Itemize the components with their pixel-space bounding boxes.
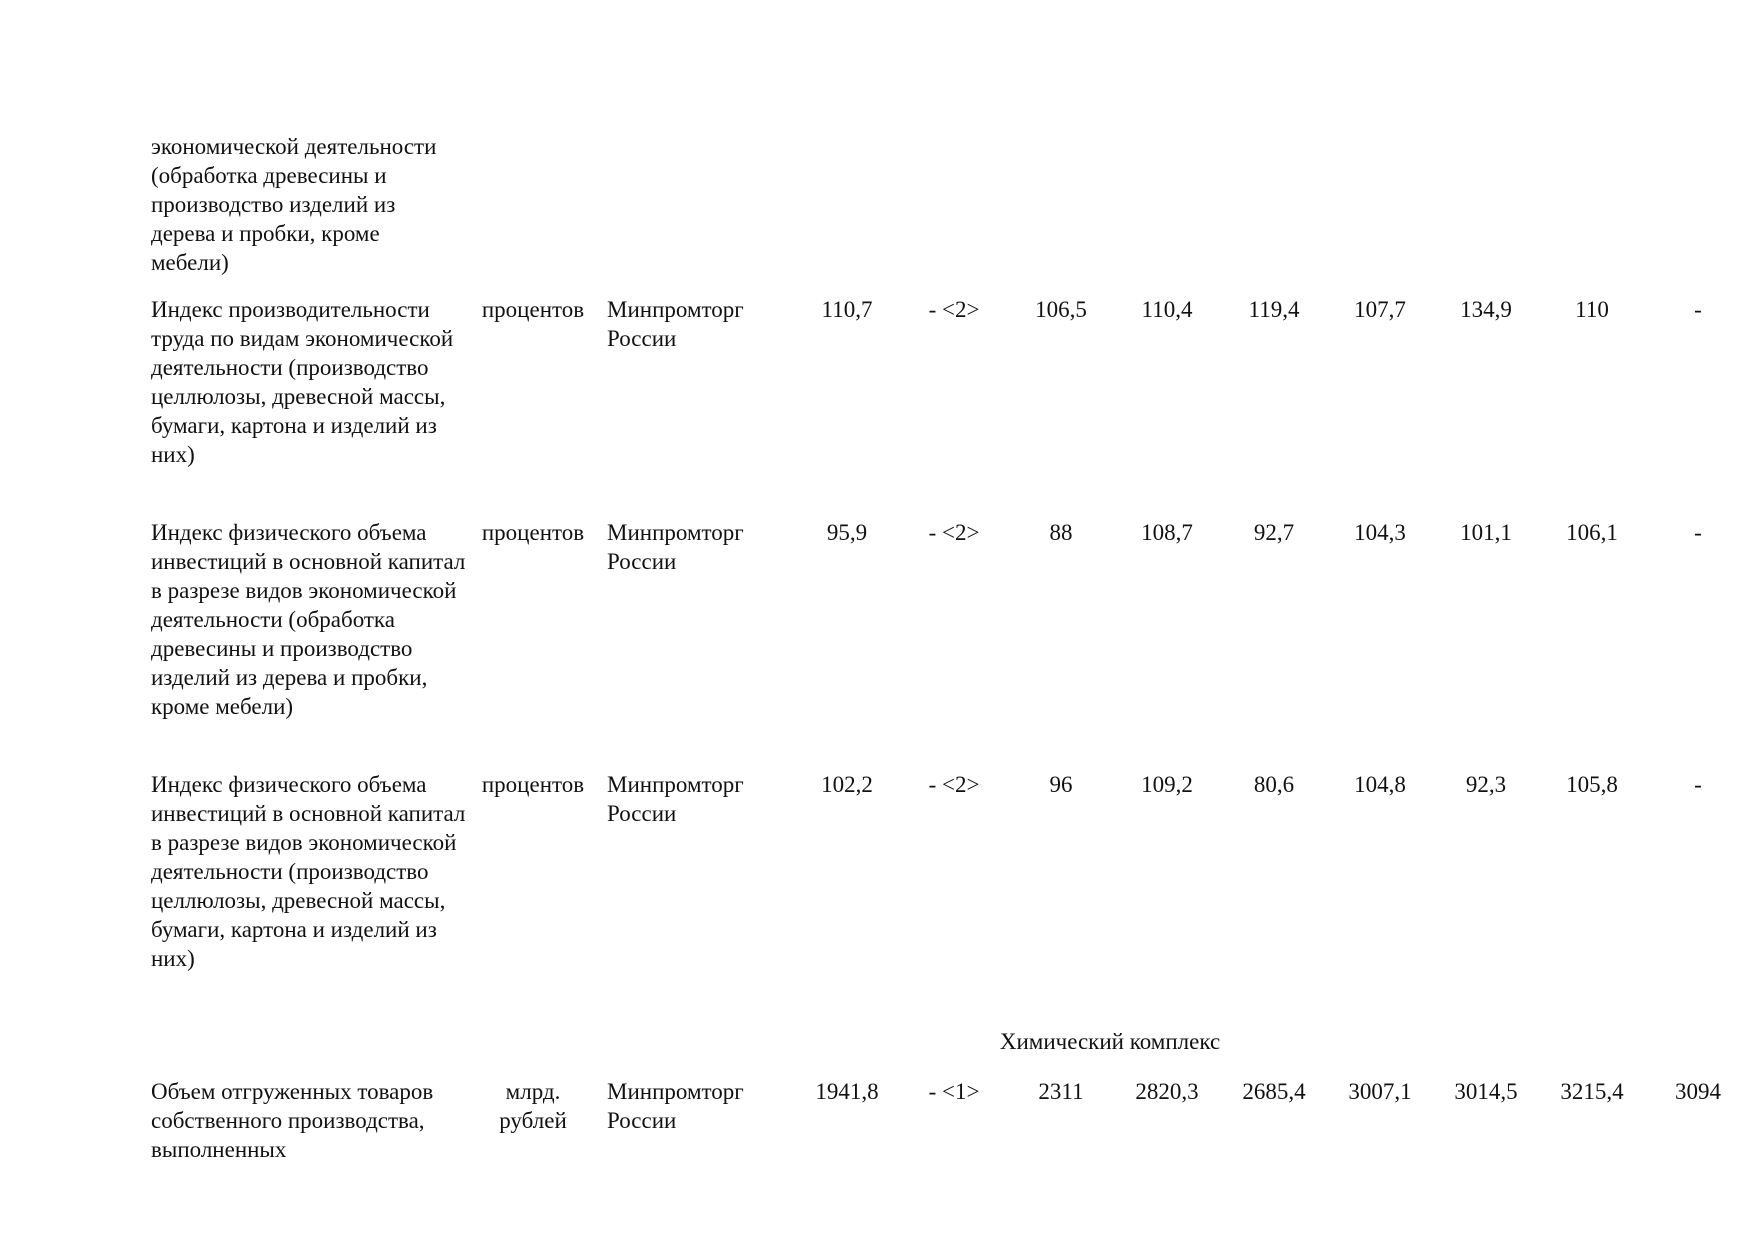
value-cell: - <1> [928,1079,980,1104]
indicator-source: Минпромторг России [607,297,744,351]
value-cell: 108,7 [1141,520,1193,545]
value-cell: 95,9 [826,520,868,545]
value-cell: 80,6 [1253,772,1295,797]
indicator-unit: процентов [481,772,585,797]
indicator-source: Минпромторг России [607,520,744,574]
value-cell: - <2> [928,520,980,545]
section-heading: Химический комплекс [999,1029,1221,1054]
value-cell: 2311 [1038,1079,1084,1104]
value-cell: 88 [1049,520,1073,545]
value-cell: - <2> [928,772,980,797]
indicator-unit: млрд. рублей [499,1079,567,1133]
value-cell: 2820,3 [1135,1079,1199,1104]
value-cell: 1941,8 [815,1079,879,1104]
value-cell: 110,7 [821,297,873,322]
value-cell: 92,7 [1253,520,1295,545]
indicator-name: Индекс производительности труда по видам экономической деятельности (производство целлюлозы, древесной массы, бумаги, картона и изделий из них) [151,297,454,467]
value-cell: 104,3 [1354,520,1406,545]
value-cell: 110 [1575,297,1609,322]
value-cell: 106,5 [1035,297,1087,322]
value-cell: 109,2 [1141,772,1193,797]
value-cell: 119,4 [1248,297,1300,322]
indicator-unit: процентов [481,297,585,322]
value-cell: - [1694,772,1702,797]
value-cell: 3094 [1675,1079,1721,1104]
value-cell: - [1694,297,1702,322]
value-cell: 105,8 [1566,772,1618,797]
value-cell: 107,7 [1354,297,1406,322]
value-cell: 101,1 [1460,520,1512,545]
continued-indicator-name: экономической деятельности (обработка древесины и производство изделий из дерева и пробки, кроме мебели) [151,134,437,275]
indicator-name: Объем отгруженных товаров собственного производства, выполненных [151,1079,434,1162]
value-cell: 102,2 [821,772,873,797]
indicator-name: Индекс физического объема инвестиций в основной капитал в разрезе видов экономической деятельности (производство целлюлозы, древесной массы, бумаги, картона и изделий из них) [151,772,466,971]
value-cell: 104,8 [1354,772,1406,797]
value-cell: 110,4 [1141,297,1193,322]
value-cell: - <2> [928,297,980,322]
value-cell: 3215,4 [1560,1079,1624,1104]
value-cell: 106,1 [1566,520,1618,545]
value-cell: 92,3 [1465,772,1507,797]
value-cell: - [1694,520,1702,545]
indicator-unit: процентов [481,520,585,545]
value-cell: 134,9 [1460,297,1512,322]
indicator-source: Минпромторг России [607,1079,744,1133]
indicator-name: Индекс физического объема инвестиций в основной капитал в разрезе видов экономической деятельности (обработка древесины и производство изделий из дерева и пробки, кроме мебели) [151,520,466,719]
value-cell: 3014,5 [1454,1079,1518,1104]
indicator-source: Минпромторг России [607,772,744,826]
value-cell: 2685,4 [1242,1079,1306,1104]
value-cell: 3007,1 [1348,1079,1412,1104]
value-cell: 96 [1049,772,1073,797]
